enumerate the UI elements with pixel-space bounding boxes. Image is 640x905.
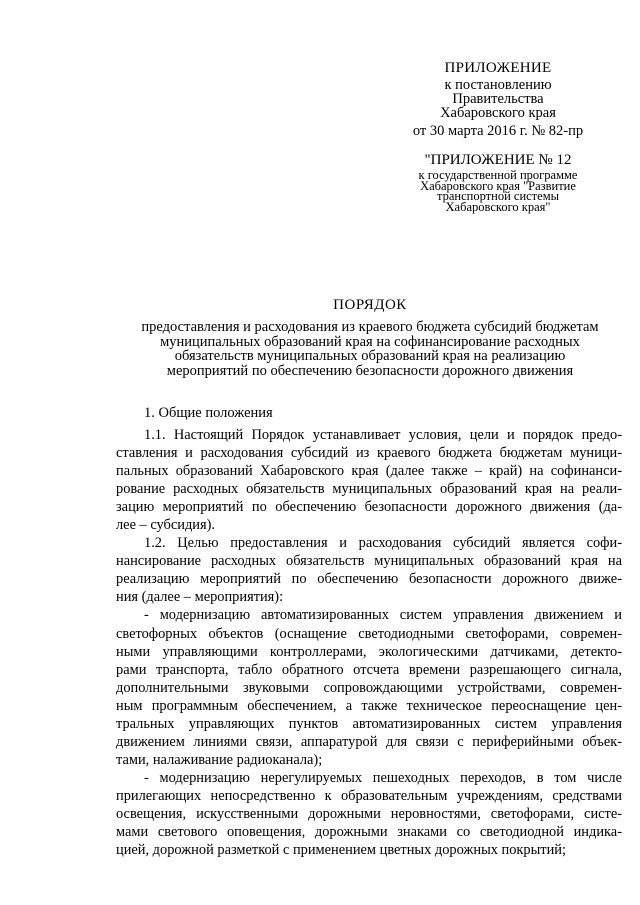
- document-subtitle: [70, 320, 640, 378]
- annex-title: "ПРИЛОЖЕНИЕ № 12: [424, 152, 572, 168]
- body-line: рами транспорта, табло обратного отсчета времени разрешающего сигнала,: [116, 661, 622, 678]
- subtitle-line: мероприятий по обеспечению безопасности дорожного движения: [166, 362, 574, 379]
- annex-line: Хабаровского края "Развитие: [420, 178, 576, 193]
- approval-line: Правительства: [452, 91, 544, 107]
- body-line: светофорных объектов (оснащение светодиодными светофорами, современ-: [116, 625, 622, 642]
- body-line: дополнительными звуковыми сопровождающими устройствами, современ-: [116, 679, 622, 696]
- body-line: рование расходных обязательств муниципальных образований края на реали-: [116, 481, 622, 498]
- approval-line: к постановлению: [444, 77, 552, 93]
- document-body: [116, 426, 622, 859]
- subtitle-line: муниципальных образований края на софинансирование расходных: [160, 333, 580, 350]
- body-line: ным программным обеспечением, а также техническое переоснащение цен-: [116, 697, 622, 714]
- body-line: ставления и расходования субсидий из краевого бюджета бюджетам муници-: [116, 445, 622, 462]
- annex-line: Хабаровского края": [445, 199, 551, 214]
- approval-date: от 30 марта 2016 г. № 82-пр: [412, 123, 584, 139]
- annex-line: транспортной системы: [437, 189, 559, 203]
- body-line: цией, дорожной разметкой с применением цветных дорожных покрытий;: [116, 842, 566, 859]
- body-line: прилегающих непосредственно к образовательным учреждениям, средствами: [116, 787, 622, 804]
- section-heading: 1. Общие положения: [144, 405, 273, 421]
- body-line: реализацию мероприятий по обеспечению безопасности дорожного движе-: [116, 571, 622, 588]
- subtitle-line: предоставления и расходования из краевого бюджета субсидий бюджетам: [141, 319, 599, 335]
- body-line: освещения, искусственными дорожными неровностями, светофорами, систе-: [116, 805, 622, 822]
- annex-header: [398, 150, 598, 212]
- annex-line: к государственной программе: [418, 168, 578, 182]
- body-line: лее – субсидия).: [116, 517, 215, 534]
- body-line: движением линиями связи, аппаратурой для связи с периферийными объек-: [116, 733, 622, 750]
- body-line: пальных образований Хабаровского края (далее также – край) на софинанси-: [116, 463, 622, 480]
- body-line: нансирование расходных обязательств муниципальных образований края на: [116, 553, 622, 570]
- approval-title: ПРИЛОЖЕНИЕ: [444, 60, 552, 76]
- body-line: зацию мероприятий по обеспечению безопасности дорожного движения (да-: [116, 499, 622, 516]
- approval-header: [398, 58, 598, 141]
- body-line: тральных управляющих пунктов автоматизированных систем управления: [116, 715, 622, 732]
- body-line: - модернизацию автоматизированных систем управления движением и: [144, 607, 622, 624]
- body-line: мами светового оповещения, дорожными знаками со светодиодной индика-: [116, 824, 622, 841]
- body-line: тами, налаживание радиоканала);: [116, 751, 323, 768]
- body-line: 1.1. Настоящий Порядок устанавливает условия, цели и порядок предо-: [144, 427, 622, 443]
- body-line: ния (далее – мероприятия):: [116, 589, 284, 606]
- body-line: ными управляющими контроллерами, экологическими датчиками, детекто-: [116, 643, 622, 660]
- approval-line: Хабаровского края: [440, 105, 556, 121]
- body-line: 1.2. Целью предоставления и расходования субсидий является софи-: [144, 535, 622, 552]
- document-title: ПОРЯДОК: [333, 297, 407, 313]
- subtitle-line: обязательств муниципальных образований края на реализацию: [174, 348, 566, 364]
- body-line: - модернизацию нерегулируемых пешеходных переходов, в том числе: [144, 769, 622, 786]
